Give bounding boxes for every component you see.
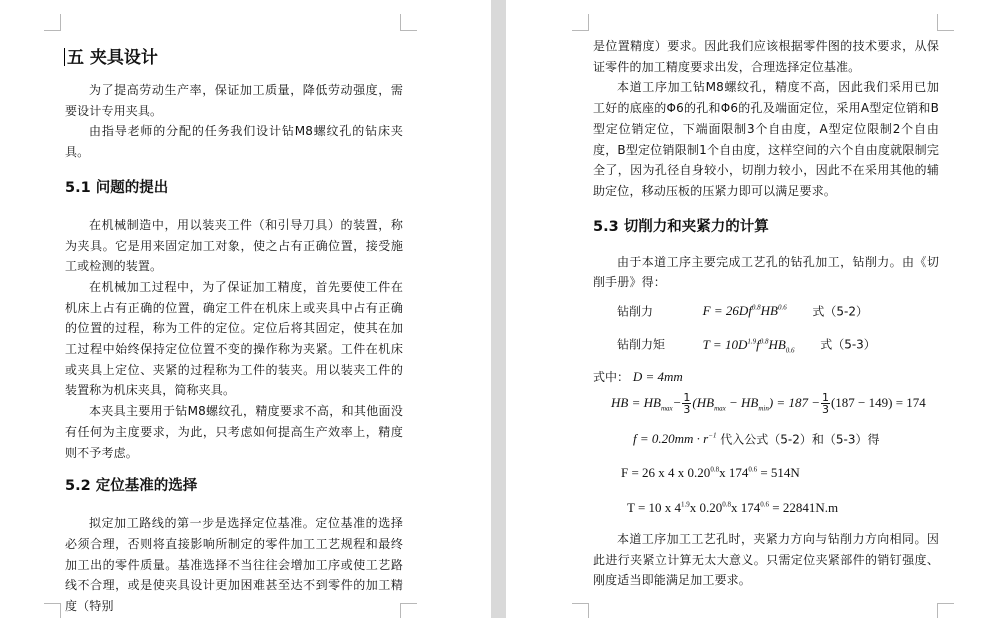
formula-torque-result: T = 10 x $4^{1.9}x$ $0.20^{0.8}x$ $174^{0.6} = 22841N.m$ (627, 499, 839, 515)
paragraph: 在机械制造中，用以装夹工件（和引导刀具）的装置，称为夹具。它是用来固定加工对象，使之占有正确位置，接受施工或检测的装置。 (65, 217, 403, 274)
formula-reference: 式（5-2） (812, 304, 868, 319)
d-value: D = 4mm (632, 369, 683, 385)
formula-expression: $T = 10D^{1.9}f^{0.8}HB_{0.6}$ (702, 336, 795, 355)
crop-mark (400, 14, 417, 31)
text-cursor (64, 48, 65, 66)
formula-label: 钻削力 (617, 304, 654, 319)
section-title: 5.3 切削力和夹紧力的计算 (593, 218, 769, 235)
fraction: $\frac{1}{3}$ (821, 391, 829, 417)
paragraph: 为了提高劳动生产率，保证加工质量，降低劳动强度，需要设计专用夹具。 (65, 83, 403, 118)
paragraph: 本道工序加工工艺孔时，夹紧力方向与钻削力方向相同。因此进行夹紧立计算无太大意义。只需定位夹紧部件的销钉强度、刚度适当即能满足加工要求。 (593, 531, 939, 588)
paragraph: 本夹具主要用于钻M8螺纹孔，精度要求不高，和其他面没有任何为主度要求，为此，只考虑如何提高生产效率上，精度则不予考虑。 (65, 404, 403, 460)
formula-f: $f = 0.20mm \cdot r^{-1}$ 代入公式（5-2）和（5-3）得 (633, 431, 880, 447)
section-title: 5.2 定位基准的选择 (65, 478, 198, 495)
crop-mark (572, 603, 589, 618)
section-title: 5.1 问题的提出 (65, 179, 169, 196)
paragraph: 拟定加工路线的第一步是选择定位基准。定位基准的选择必须合理，否则将直接影响所制定的零件加工工艺规程和最终加工出的零件质量。基准选择不当往往会增加工序或使工艺路线不合理，或是使夹具设计更加困难甚至达不到零件的加工精度（特别 (65, 516, 403, 614)
paragraph: 在机械加工过程中，为了保证加工精度，首先要使工件在机床上占有正确的位置，确定工件在机床上或夹具中占有正确的位置的过程，称为工件的定位。定位后将其固定，使其在加工过程中始终保持定位位置不变的操作称为夹紧。工件在机床或夹具上定位、夹紧的过程称为工件的装夹。用以装夹工件的装置称为机床夹具，简称夹具。 (65, 279, 403, 398)
left-page-content (65, 36, 403, 617)
formula-expression: $F = 26Df^{0.8}HB^{0.6}$ (702, 303, 787, 319)
where-label: 式中： (593, 370, 630, 385)
crop-mark (937, 14, 954, 31)
right-page (506, 0, 985, 618)
crop-mark (572, 14, 589, 31)
formula-torque (593, 326, 939, 365)
chapter-title: 五 夹具设计 (64, 46, 402, 70)
crop-mark (44, 603, 61, 618)
formula-label: 钻削力矩 (617, 337, 666, 352)
right-page-content (593, 36, 939, 591)
paragraph: 由指导老师的分配的任务我们设计钻M8螺纹孔的钻床夹具。 (65, 124, 403, 160)
page-gutter (491, 0, 506, 618)
formula-force (593, 293, 939, 326)
fraction: $\frac{1}{3}$ (683, 391, 691, 417)
crop-mark (44, 14, 61, 31)
formula-reference: 式（5-3） (820, 337, 876, 352)
paragraph: 本道工序加工钻M8螺纹孔，精度不高，因此我们采用已加工好的底座的Φ6的孔和Φ6的孔及端面定位，采用A型定位销和B型定位销定位，下端面限制3个自由度，A型定位限制2个自由度，B型定位销限制1个自由度，这样空间的六个自由度就限制完全了，因为孔径自身较小，切削力较小，因此不在采用其他的辅助定位，移动压板的压紧力即可以满足要求。 (593, 80, 939, 198)
formula-force-result: F = 26 x 4 x $0.20^{0.8}x$ $174^{0.6} = 514N$ (621, 464, 800, 480)
formula-hb: HB = $HB_{max}-$ $\frac{1}{3}$ $(HB_{max} - HB_{min}) = 187$ − $\frac{1}{3}$ (187 − 149) = 174 (611, 391, 926, 417)
crop-mark (937, 603, 954, 618)
paragraph: 是位置精度）要求。因此我们应该根据零件图的技术要求，从保证零件的加工精度要求出发，合理选择定位基准。 (593, 39, 939, 74)
left-page (0, 0, 491, 618)
formula-where (593, 365, 939, 389)
paragraph: 由于本道工序主要完成工艺孔的钻孔加工，钻削力。由《切削手册》得： (593, 254, 939, 290)
